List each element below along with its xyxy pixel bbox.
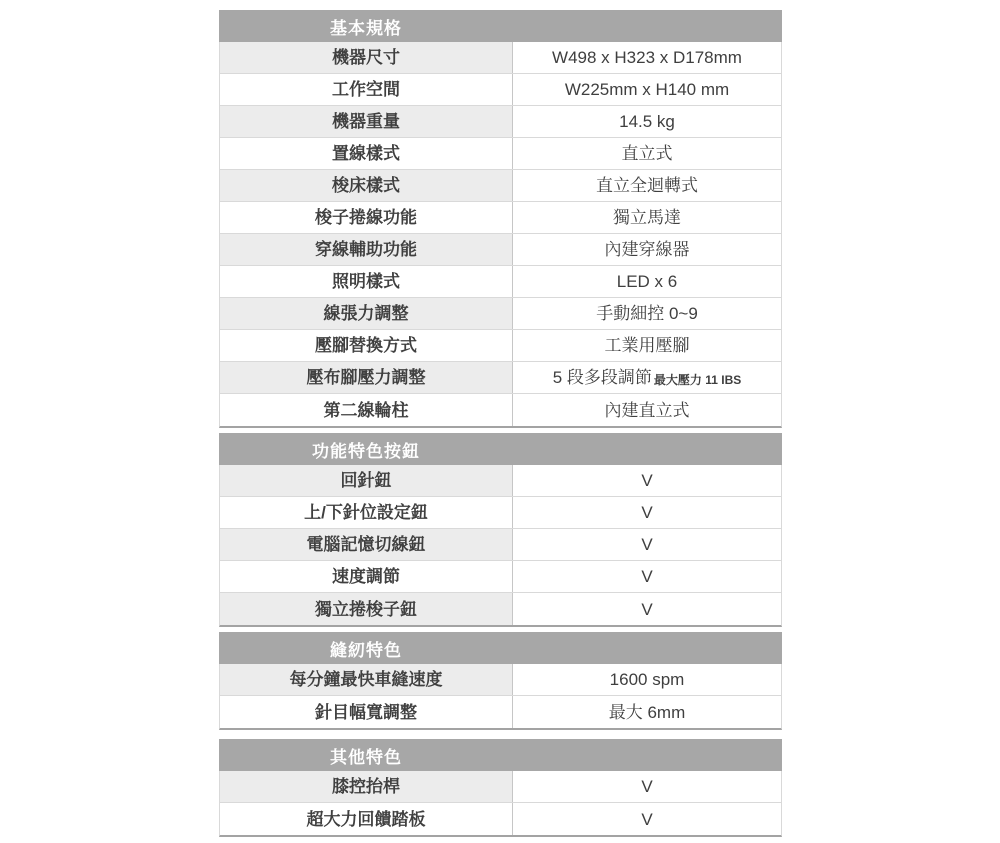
spec-value: 內建直立式 xyxy=(604,400,690,420)
spec-value: W225mm x H140 mm xyxy=(564,80,730,99)
spec-label: 上/下針位設定鈕 xyxy=(220,497,513,528)
spec-value: W498 x H323 x D178mm xyxy=(552,48,742,67)
section-title: 功能特色按鈕 xyxy=(312,441,420,461)
spec-label: 膝控抬桿 xyxy=(220,771,513,802)
table-row xyxy=(220,803,781,835)
section-header xyxy=(219,632,782,664)
spec-label: 線張力調整 xyxy=(220,298,513,329)
table-row xyxy=(220,362,781,394)
spec-label: 置線樣式 xyxy=(220,138,513,169)
section-rows xyxy=(219,42,782,428)
spec-value: 獨立馬達 xyxy=(613,208,681,227)
section-basic-specs xyxy=(219,10,782,428)
spec-value: V xyxy=(641,777,653,796)
spec-value: V xyxy=(641,503,653,522)
table-row xyxy=(220,771,781,803)
spec-label: 工作空間 xyxy=(220,74,513,105)
spec-label: 壓布腳壓力調整 xyxy=(220,362,513,393)
spec-value: 工業用壓腳 xyxy=(604,336,690,355)
section-rows xyxy=(219,771,782,837)
spec-value: 手動細控 0~9 xyxy=(596,304,698,323)
spec-value-note: 最大壓力 11 IBS xyxy=(653,372,742,387)
section-other-features xyxy=(219,739,782,837)
table-row xyxy=(220,561,781,593)
spec-label: 梭床樣式 xyxy=(220,170,513,201)
table-row xyxy=(220,42,781,74)
table-row xyxy=(220,138,781,170)
spec-label: 每分鐘最快車縫速度 xyxy=(220,664,513,695)
table-row xyxy=(220,593,781,625)
section-header xyxy=(219,739,782,771)
section-header xyxy=(219,10,782,42)
spec-label: 回針鈕 xyxy=(220,465,513,496)
spec-value: V xyxy=(641,535,653,554)
spec-value: 內建穿線器 xyxy=(604,240,690,259)
section-rows xyxy=(219,465,782,627)
table-row xyxy=(220,497,781,529)
spec-value: V xyxy=(641,567,653,586)
spec-label: 照明樣式 xyxy=(220,266,513,297)
table-row xyxy=(220,664,781,696)
section-sewing-features xyxy=(219,632,782,730)
spec-value: 1600 spm xyxy=(609,670,685,689)
spec-value xyxy=(513,362,781,393)
spec-value: V xyxy=(641,809,653,829)
section-title: 縫紉特色 xyxy=(330,640,402,660)
spec-value: V xyxy=(641,599,653,619)
spec-label: 針目幅寬調整 xyxy=(220,696,513,728)
section-title: 其他特色 xyxy=(330,747,402,767)
table-row xyxy=(220,74,781,106)
spec-label: 機器重量 xyxy=(220,106,513,137)
spec-table xyxy=(219,10,782,837)
table-row xyxy=(220,106,781,138)
spec-label: 壓腳替換方式 xyxy=(220,330,513,361)
spec-value: 14.5 kg xyxy=(619,112,675,131)
table-row xyxy=(220,266,781,298)
spec-value: 最大 6mm xyxy=(608,702,686,722)
spec-label: 機器尺寸 xyxy=(220,42,513,73)
spec-label: 電腦記憶切線鈕 xyxy=(220,529,513,560)
spec-label: 超大力回饋踏板 xyxy=(220,803,513,835)
table-row xyxy=(220,170,781,202)
spec-value: V xyxy=(641,471,653,490)
table-row xyxy=(220,330,781,362)
table-row xyxy=(220,394,781,426)
table-row xyxy=(220,234,781,266)
section-feature-buttons xyxy=(219,433,782,627)
spec-value: 直立全迴轉式 xyxy=(596,176,698,195)
spec-value: LED x 6 xyxy=(616,272,678,291)
table-row xyxy=(220,298,781,330)
spec-label: 速度調節 xyxy=(220,561,513,592)
spec-value-main: 5 段多段調節 xyxy=(552,368,652,387)
spec-label: 梭子捲線功能 xyxy=(220,202,513,233)
table-row xyxy=(220,529,781,561)
section-rows xyxy=(219,664,782,730)
spec-value: 直立式 xyxy=(621,144,673,163)
spec-label: 第二線輪柱 xyxy=(220,394,513,426)
spec-label: 穿線輔助功能 xyxy=(220,234,513,265)
section-header xyxy=(219,433,782,465)
table-row xyxy=(220,202,781,234)
spec-label: 獨立捲梭子鈕 xyxy=(220,593,513,625)
section-title: 基本規格 xyxy=(330,18,402,38)
table-row xyxy=(220,465,781,497)
table-row xyxy=(220,696,781,728)
